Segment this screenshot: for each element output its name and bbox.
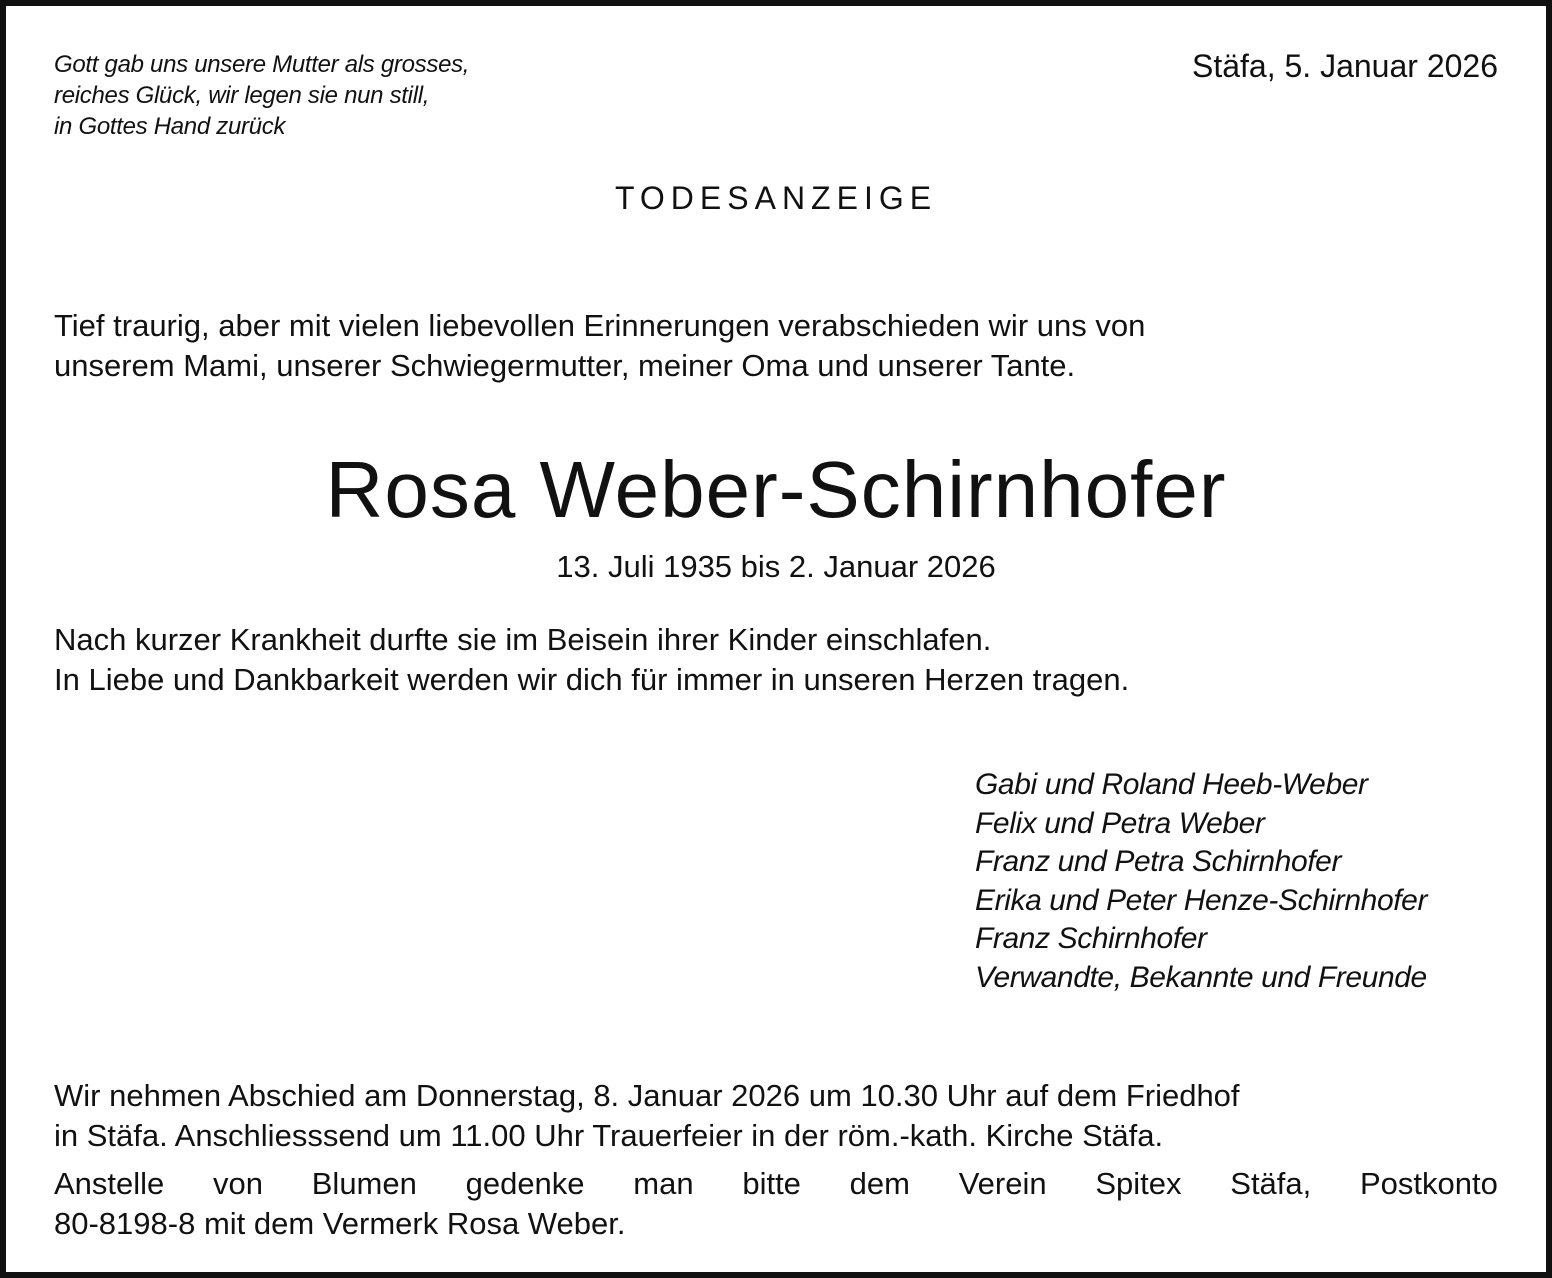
intro-line: Tief traurig, aber mit vielen liebevollen Erinnerungen verabschieden wir uns von [54,308,1146,343]
mourner-entry: Erika und Peter Henze-Schirnhofer [975,883,1428,917]
motto-line: in Gottes Hand zurück [54,113,286,140]
notice-heading: TODESANZEIGE [614,180,938,216]
deceased-name: Rosa Weber-Schirnhofer [325,445,1227,534]
donation-word: Anstelle [54,1166,165,1201]
mourner-entry: Franz Schirnhofer [975,922,1207,956]
donation-word: bitte [742,1166,801,1201]
motto-line: Gott gab uns unsere Mutter als grosses, [54,51,470,78]
place-date: Stäfa, 5. Januar 2026 [1192,48,1498,84]
life-dates: 13. Juli 1935 bis 2. Januar 2026 [556,549,996,584]
intro-line: unserem Mami, unserer Schwiegermutter, meiner Oma und unserer Tante. [54,348,1076,383]
donation-note [54,1164,1498,1244]
donation-word: Stäfa, [1230,1166,1312,1201]
donation-word: Spitex [1095,1166,1182,1201]
mourner-entry: Gabi und Roland Heeb-Weber [975,768,1368,801]
donation-word: gedenke [465,1166,585,1201]
donation-word: von [213,1166,264,1201]
mourner-entry: Felix und Petra Weber [975,806,1265,840]
intro-text [54,306,1145,386]
donation-line-1 [54,1164,1498,1204]
motto-line: reiches Glück, wir legen sie nun still, [54,82,430,109]
donation-word: Postkonto [1360,1166,1498,1201]
mourner-entry: Verwandte, Bekannte und Freunde [975,960,1427,994]
farewell-line: in Stäfa. Anschliesssend um 11.00 Uhr Trauerfeier in der röm.-kath. Kirche Stäfa. [54,1118,1164,1153]
motto-verse [54,49,469,142]
donation-word: Verein [958,1166,1047,1201]
donation-word: Blumen [311,1166,417,1201]
donation-line-2: 80-8198-8 mit dem Vermerk Rosa Weber. [54,1206,626,1241]
passing-text [54,620,1129,700]
donation-word: dem [849,1166,910,1201]
farewell-details [54,1076,1240,1156]
mourners-list [975,766,1427,998]
farewell-line: Wir nehmen Abschied am Donnerstag, 8. Januar 2026 um 10.30 Uhr auf dem Friedhof [54,1078,1240,1113]
donation-word: man [633,1166,694,1201]
passing-line: In Liebe und Dankbarkeit werden wir dich für immer in unseren Herzen tragen. [54,662,1130,697]
passing-line: Nach kurzer Krankheit durfte sie im Beisein ihrer Kinder einschlafen. [54,622,992,657]
mourner-entry: Franz und Petra Schirnhofer [975,845,1342,879]
